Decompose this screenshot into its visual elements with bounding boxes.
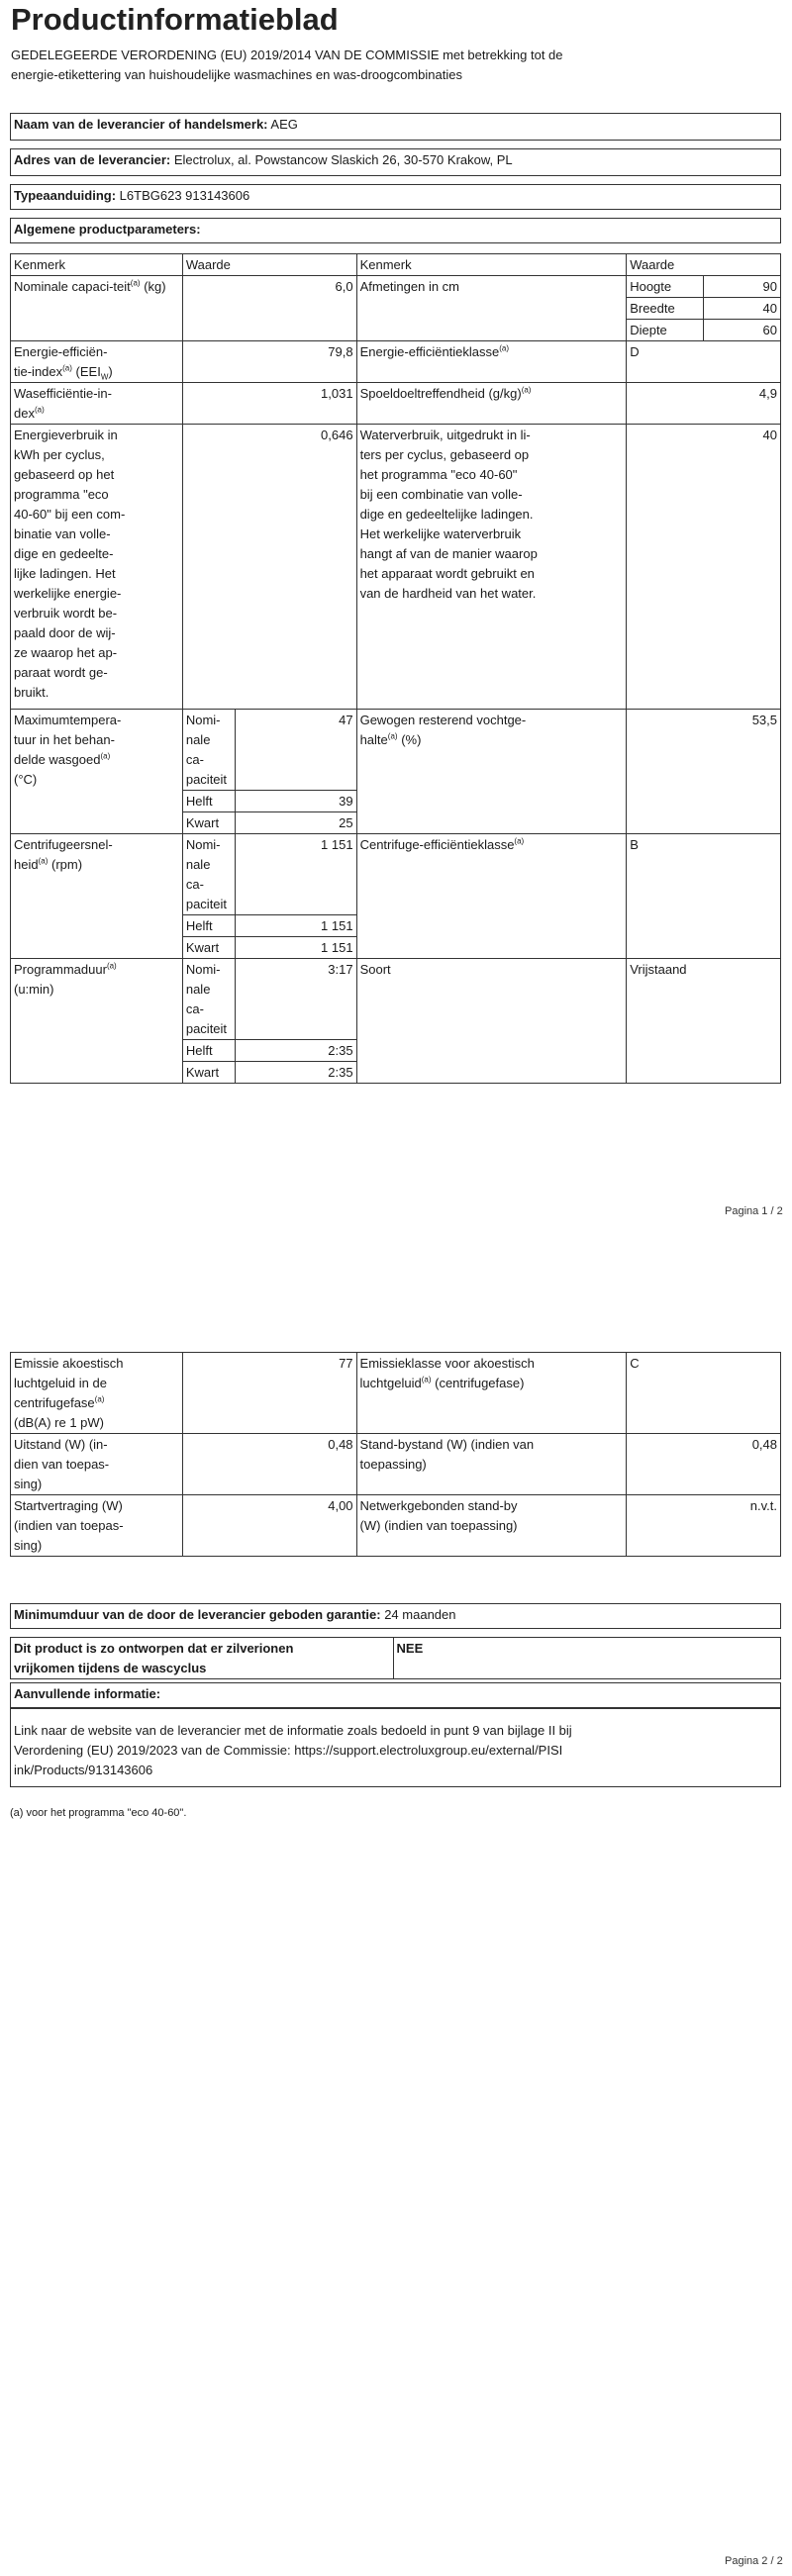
- noise-class-value: C: [627, 1353, 781, 1434]
- temp-half-label: Helft: [182, 791, 235, 812]
- capacity-label-cell: Nominale capaci-teit$^{(a)}$ (kg): [11, 276, 183, 341]
- type-label: Soort: [356, 959, 627, 1084]
- depth-label: Diepte: [627, 320, 704, 341]
- water-consumption-label-cell: Waterverbruik, uitgedrukt in li- ters per cyclus, gebaseerd op het programma "eco 40-60" bij een combinatie van volle- dige en gedeeltelijke ladingen. Het werkelijke waterverbruik hangt af van de manier waarop het apparaat wordt gebruikt en van de hardheid van het water.: [356, 425, 627, 710]
- header-waarde-2: Waarde: [627, 254, 781, 276]
- noise-power-table: [10, 1352, 781, 1557]
- guarantee-label: Minimumduur van de door de leverancier geboden garantie:: [14, 1607, 381, 1622]
- spin-quarter-value: 1 151: [235, 937, 356, 959]
- duration-nominal-label: Nomi-nale ca-paciteit: [182, 959, 235, 1040]
- energy-consumption-value: 0,646: [182, 425, 356, 710]
- height-value: 90: [704, 276, 781, 298]
- delay-start-value: 4,00: [182, 1495, 356, 1557]
- supplier-name-value: AEG: [270, 117, 298, 132]
- noise-label-cell: Emissie akoestisch luchtgeluid in de centrifugefase$^{(a)}$ (dB(A) re 1 pW): [11, 1353, 183, 1434]
- wash-index-value: 1,031: [182, 383, 356, 425]
- width-value: 40: [704, 298, 781, 320]
- header-kenmerk-2: Kenmerk: [356, 254, 627, 276]
- supplier-address-value: Electrolux, al. Powstancow Slaskich 26, 30-570 Krakow, PL: [173, 152, 513, 167]
- energy-class-value: D: [627, 341, 781, 383]
- standby-value: 0,48: [627, 1434, 781, 1495]
- delay-start-label-cell: Startvertraging (W) (indien van toepas- sing): [11, 1495, 183, 1557]
- programme-duration-label-cell: Programmaduur$^{(a)}$ (u:min): [11, 959, 183, 1084]
- spin-nominal-value: 1 151: [235, 834, 356, 915]
- moisture-label-cell: Gewogen resterend vochtge- halte$^{(a)}$ (%): [356, 710, 627, 834]
- height-label: Hoogte: [627, 276, 704, 298]
- supplier-name-label: Naam van de leverancier of handelsmerk:: [14, 117, 268, 132]
- depth-value: 60: [704, 320, 781, 341]
- rinse-value: 4,9: [627, 383, 781, 425]
- spin-half-label: Helft: [182, 915, 235, 937]
- duration-half-label: Helft: [182, 1040, 235, 1062]
- moisture-value: 53,5: [627, 710, 781, 834]
- dimensions-label: Afmetingen in cm: [356, 276, 627, 341]
- page-number-1: Pagina 1 / 2: [725, 1205, 783, 1217]
- model-label: Typeaanduiding:: [14, 188, 117, 203]
- type-value: Vrijstaand: [627, 959, 781, 1084]
- temp-quarter-label: Kwart: [182, 812, 235, 834]
- header-waarde-1: Waarde: [182, 254, 356, 276]
- spin-speed-label-cell: Centrifugeersnel- heid$^{(a)}$ (rpm): [11, 834, 183, 959]
- model-value: L6TBG623 913143606: [119, 188, 250, 203]
- supplier-address-label: Adres van de leverancier:: [14, 152, 171, 167]
- model-row: [10, 184, 781, 210]
- table-header-row: [11, 254, 781, 276]
- eei-label-cell: Energie-efficiën- tie-index$^{(a)}$ $(EEI_W)$: [11, 341, 183, 383]
- duration-nominal-value: 3:17: [235, 959, 356, 1040]
- spin-class-label-cell: Centrifuge-efficiëntieklasse$^{(a)}$: [356, 834, 627, 959]
- eei-value: 79,8: [182, 341, 356, 383]
- extra-info-heading: Aanvullende informatie:: [10, 1682, 781, 1708]
- standby-label-cell: Stand-bystand (W) (indien van toepassing): [356, 1434, 627, 1495]
- temp-quarter-value: 25: [235, 812, 356, 834]
- duration-quarter-value: 2:35: [235, 1062, 356, 1084]
- silver-ions-label: Dit product is zo ontworpen dat er zilverionen vrijkomen tijdens de wascyclus: [11, 1638, 394, 1679]
- spin-half-value: 1 151: [235, 915, 356, 937]
- energy-class-label-cell: Energie-efficiëntieklasse$^{(a)}$: [356, 341, 627, 383]
- page-title: Productinformatieblad: [11, 2, 339, 37]
- energy-consumption-label-cell: Energieverbruik in kWh per cyclus, gebaseerd op het programma "eco 40-60" bij een com- binatie van volle- dige en gedeelte- lijke ladingen. Het werkelijke energie- verbruik wordt be- paald door de wij- ze waarop het ap- paraat wordt ge- bruikt.: [11, 425, 183, 710]
- duration-quarter-label: Kwart: [182, 1062, 235, 1084]
- rinse-label-cell: Spoeldoeltreffendheid $(g/kg)^{(a)}$: [356, 383, 627, 425]
- network-standby-value: n.v.t.: [627, 1495, 781, 1557]
- max-temp-label-cell: Maximumtempera- tuur in het behan- delde wasgoed$^{(a)}$ (°C): [11, 710, 183, 834]
- temp-nominal-value: 47: [235, 710, 356, 791]
- network-standby-label-cell: Netwerkgebonden stand-by (W) (indien van toepassing): [356, 1495, 627, 1557]
- off-mode-label-cell: Uitstand (W) (in- dien van toepas- sing): [11, 1434, 183, 1495]
- water-consumption-value: 40: [627, 425, 781, 710]
- temp-half-value: 39: [235, 791, 356, 812]
- width-label: Breedte: [627, 298, 704, 320]
- spin-nominal-label: Nomi-nale ca-paciteit: [182, 834, 235, 915]
- page-number-2: Pagina 2 / 2: [725, 2555, 783, 2567]
- supplier-name-row: [10, 113, 781, 141]
- guarantee-value: 24 maanden: [384, 1607, 456, 1622]
- capacity-value: 6,0: [182, 276, 356, 341]
- noise-class-label-cell: Emissieklasse voor akoestisch luchtgeluid$^{(a)}$ (centrifugefase): [356, 1353, 627, 1434]
- supplier-address-row: [10, 148, 781, 176]
- product-parameters-table: [10, 253, 781, 1084]
- silver-ions-value: NEE: [393, 1638, 780, 1679]
- subtitle-line-2: energie-etikettering van huishoudelijke wasmachines en was-droogcombinaties: [11, 67, 462, 82]
- header-kenmerk-1: Kenmerk: [11, 254, 183, 276]
- wash-index-label-cell: Wasefficiëntie-in- dex$^{(a)}$: [11, 383, 183, 425]
- regulation-subtitle: [11, 46, 783, 85]
- spin-quarter-label: Kwart: [182, 937, 235, 959]
- extra-info-text: Link naar de website van de leverancier met de informatie zoals bedoeld in punt 9 van bijlage II bij Verordening (EU) 2019/2023 van de Commissie: https://support.electroluxgroup.eu/external/PISI ink/Products/913143606: [10, 1708, 781, 1787]
- noise-value: 77: [182, 1353, 356, 1434]
- params-heading: Algemene productparameters:: [10, 218, 781, 243]
- temp-nominal-label: Nomi-nale ca-paciteit: [182, 710, 235, 791]
- footnote: (a) voor het programma "eco 40-60".: [10, 1807, 187, 1819]
- spin-class-value: B: [627, 834, 781, 959]
- silver-ions-table: [10, 1637, 781, 1679]
- subtitle-line-1: GEDELEGEERDE VERORDENING (EU) 2019/2014 VAN DE COMMISSIE met betrekking tot de: [11, 48, 563, 62]
- off-mode-value: 0,48: [182, 1434, 356, 1495]
- duration-half-value: 2:35: [235, 1040, 356, 1062]
- guarantee-row: [10, 1603, 781, 1629]
